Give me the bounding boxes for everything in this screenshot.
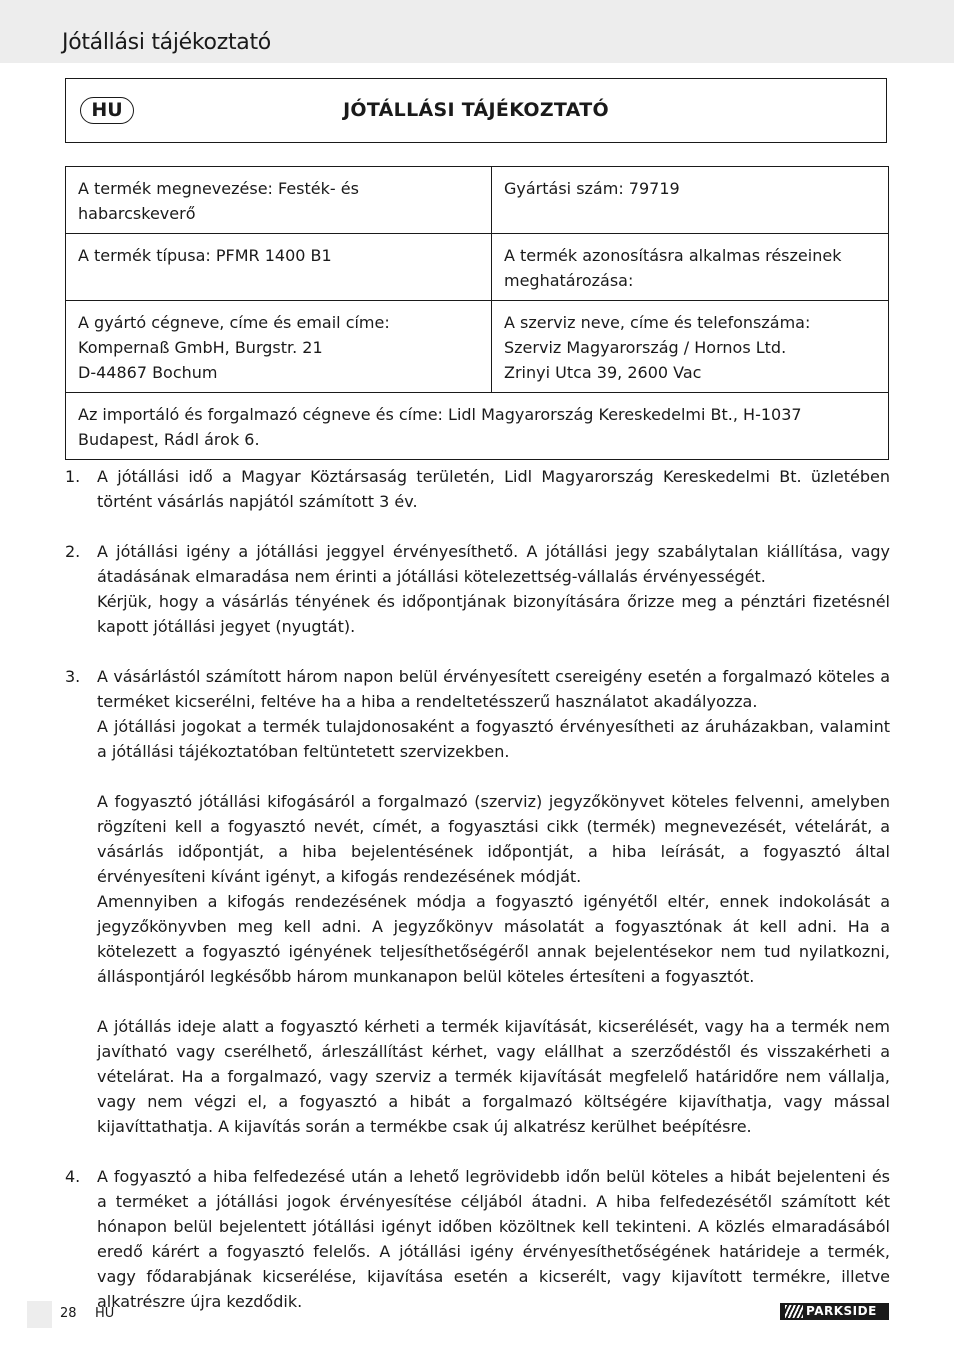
- list-item: [64, 464, 890, 514]
- table-row: [66, 301, 889, 393]
- serial-number-cell: Gyártási szám: 79719: [492, 167, 889, 234]
- brand-name: PARKSIDE: [806, 1304, 877, 1318]
- list-item: [64, 664, 890, 1139]
- paragraph: A jótállási jogokat a termék tulajdonosaként a fogyasztó érvényesítheti az áruházakban, valamint a jótállási tájékoztatóban feltüntetett szervizekben.: [97, 717, 890, 761]
- item-number: 3.: [65, 667, 81, 686]
- importer-cell: Az importáló és forgalmazó cégneve és címe: Lidl Magyarország Kereskedelmi Bt., H-1037 Budapest, Rádl árok 6.: [66, 393, 889, 460]
- page-title: Jótállási tájékoztató: [62, 30, 271, 55]
- section-title: JÓTÁLLÁSI TÁJÉKOZTATÓ: [343, 99, 609, 121]
- table-row: [66, 234, 889, 301]
- identification-cell: A termék azonosításra alkalmas részeinek meghatározása:: [492, 234, 889, 301]
- warranty-points-list: [64, 464, 890, 1339]
- paragraph: A jótállási igény a jótállási jeggyel érvényesíthető. A jótállási jegy szabálytalan kiállítása, vagy átadásának elmaradása nem érinti a jótállási kötelezettség-vállalás érvényességét.: [97, 542, 890, 586]
- product-type-cell: A termék típusa: PFMR 1400 B1: [66, 234, 492, 301]
- paragraph: A jótállási idő a Magyar Köztársaság területén, Lidl Magyarország Kereskedelmi Bt. üzletében történt vásárlás napjától számított 3 év.: [97, 467, 890, 511]
- page-number: 28: [60, 1306, 77, 1321]
- footer-language: HU: [95, 1306, 115, 1321]
- paragraph: A vásárlástól számított három napon belül érvényesített csereigény esetén a forgalmazó köteles a terméket kicserélni, feltéve ha a hiba a rendeltetésszerű használatot akadályozza.: [97, 667, 890, 711]
- service-name-line: Szerviz Magyarország / Hornos Ltd.: [504, 338, 787, 357]
- paragraph: A jótállás ideje alatt a fogyasztó kérheti a termék kijavítását, kicserélését, vagy ha a termék nem javítható vagy cserélhető, árleszállítást kérhet, vagy elállhat a szerződéstől és visszakérheti a vételárat. Ha a forgalmazó, vagy szerviz a termék kijavítását megfelelő határidőre nem vállalja, vagy nem végzi el, a fogyasztó a hibát a forgalmazó költségére kijavíthatja, vagy mással kijavíttathatja. A kijavítás során a termékbe csak új alkatrész kerülhet beépítésre.: [97, 1017, 890, 1136]
- brand-logo: [780, 1303, 889, 1320]
- manufacturer-address-line: Kompernaß GmbH, Burgstr. 21: [78, 338, 323, 357]
- service-cell: [492, 301, 889, 393]
- service-label: A szerviz neve, címe és telefonszáma:: [504, 313, 811, 332]
- list-item: [64, 539, 890, 639]
- paragraph: Amennyiben a kifogás rendezésének módja a fogyasztó igényétől eltér, ennek indokolását a jegyzőkönyvben meg kell adni. A jegyzőkönyv másolatát a fogyasztónak át kell adni. Ha a kötelezett a fogyasztó igényének teljesíthetőségéről annak bejelentésekor nem tud nyilatkozni, álláspontjáról legkésőbb három munkanapon belül köteles értesíteni a fogyasztót.: [97, 892, 890, 986]
- paragraph: Kérjük, hogy a vásárlás tényének és időpontjának bizonyítására őrizze meg a pénztári fizetésnél kapott jótállási jegyet (nyugtát).: [97, 592, 890, 636]
- table-row: [66, 167, 889, 234]
- item-number: 1.: [65, 467, 81, 486]
- table-row: [66, 393, 889, 460]
- footer-marker: [27, 1301, 52, 1328]
- paragraph: A fogyasztó jótállási kifogásáról a forgalmazó (szerviz) jegyzőkönyvet köteles felvenni, amelyben rögzíteni kell a fogyasztó nevét, címét, a fogyasztási cikk (termék) megnevezését, vételárát, a vásárlás időpontját, a hiba bejelentésének időpontját, a hiba leírását, a fogyasztó által érvényesíteni kívánt igényt, a kifogás rendezésének módját.: [97, 792, 890, 886]
- manufacturer-city-line: D-44867 Bochum: [78, 363, 218, 382]
- manufacturer-label: A gyártó cégneve, címe és email címe:: [78, 313, 390, 332]
- stripes-icon: [785, 1305, 803, 1318]
- paragraph: A fogyasztó a hiba felfedezésé után a lehető legrövidebb időn belül köteles a hibát bejelenteni és a terméket a jótállási jogok érvényesítése céljából átadni. A hiba felfedezésétől számított két hónapon belül bejelentett jótállási igényt időben közöltnek kell tekinteni. A közlés elmaradásából eredő kárért a fogyasztó felelős. A jótállási igény érvényesíthetőségének határideje a termék, vagy fődarabjának kicserélése, kijavítása esetén a kicserélt, vagy kijavított termékre, illetve alkatrészre újra kezdődik.: [97, 1167, 890, 1311]
- item-number: 2.: [65, 542, 81, 561]
- product-info-table: [65, 166, 889, 460]
- manufacturer-cell: [66, 301, 492, 393]
- service-address-line: Zrinyi Utca 39, 2600 Vac: [504, 363, 702, 382]
- product-name-cell: A termék megnevezése: Festék- és habarcskeverő: [66, 167, 492, 234]
- item-number: 4.: [65, 1167, 81, 1186]
- list-item: [64, 1164, 890, 1314]
- language-badge: HU: [80, 97, 134, 124]
- title-box: [65, 78, 887, 143]
